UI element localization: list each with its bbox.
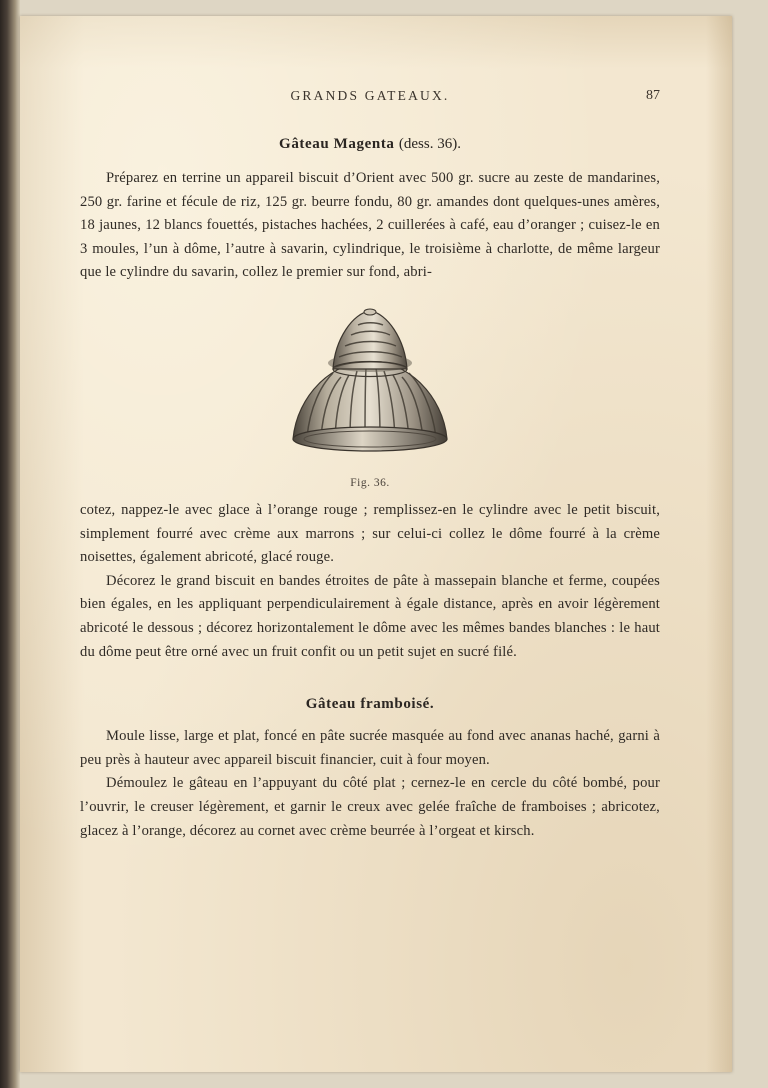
recipe-figure-reference: (dess. 36).: [398, 136, 461, 152]
paragraph: Moule lisse, large et plat, foncé en pâte sucrée masquée au fond avec ananas haché, garni à peu près à hauteur avec appareil biscuit financier, cuit à four moyen.: [80, 728, 660, 768]
paragraph: Préparez en terrine un appareil biscuit d’Orient avec 500 gr. sucre au zeste de mandarines, 250 gr. farine et fécule de riz, 125 gr. beurre fondu, 80 gr. amandes dont quelques-unes amères, 18 jaunes, 12 blancs fouettés, pistaches hachées, 2 cuillerées à café, eau d’oranger ; cuisez-le en 3 moules, l’un à dôme, l’autre à savarin, cylindrique, le troisième à charlotte, de même largeur que le cylindre du savarin, collez le premier sur fond, abri-: [80, 170, 660, 281]
section-spacer: [80, 664, 660, 690]
recipe-title-magenta: [80, 136, 660, 153]
paragraph: Démoulez le gâteau en l’appuyant du côté plat ; cernez-le en cercle du côté bombé, pour l’ouvrir, le creuser légèrement, et garnir le creux avec gelée fraîche de framboises ; abricotez, glacez à l’orange, décorez au cornet avec crème beurrée à l’orgeat et kirsch.: [80, 775, 660, 839]
figure-mould: [80, 299, 660, 489]
recipe-title-framboise: [80, 696, 660, 713]
mould-illustration: [255, 299, 485, 471]
book-gutter-shadow: [0, 0, 20, 1088]
page-sheet: [20, 16, 732, 1072]
paragraph: cotez, nappez-le avec glace à l’orange rouge ; remplissez-en le cylindre avec le petit biscuit, simplement fourré avec crème aux marrons ; sur celui-ci collez le dôme fourré à la crème noisettes, également abricoté, glacé rouge.: [80, 501, 660, 566]
recipe-title-text: Gâteau framboisé.: [305, 696, 435, 713]
page-content: [80, 88, 660, 843]
running-title: GRANDS GATEAUX.: [290, 88, 450, 103]
paragraph: Décorez le grand biscuit en bandes étroites de pâte à massepain blanche et ferme, coupées bien égales, en les appliquant perpendiculairement à égale distance, après en avoir légèrement abricoté le dessous ; décorez horizontalement le dôme avec les mêmes bandes blanches : le haut du dôme peut être orné avec un fruit confit ou un petit sujet en sucré filé.: [80, 572, 660, 660]
recipe-title-text: Gâteau Magenta: [279, 136, 395, 152]
cake-mould-icon: [255, 299, 485, 471]
page-number: 87: [646, 88, 660, 103]
figure-caption: Fig. 36.: [350, 476, 390, 489]
running-head: [80, 88, 660, 114]
